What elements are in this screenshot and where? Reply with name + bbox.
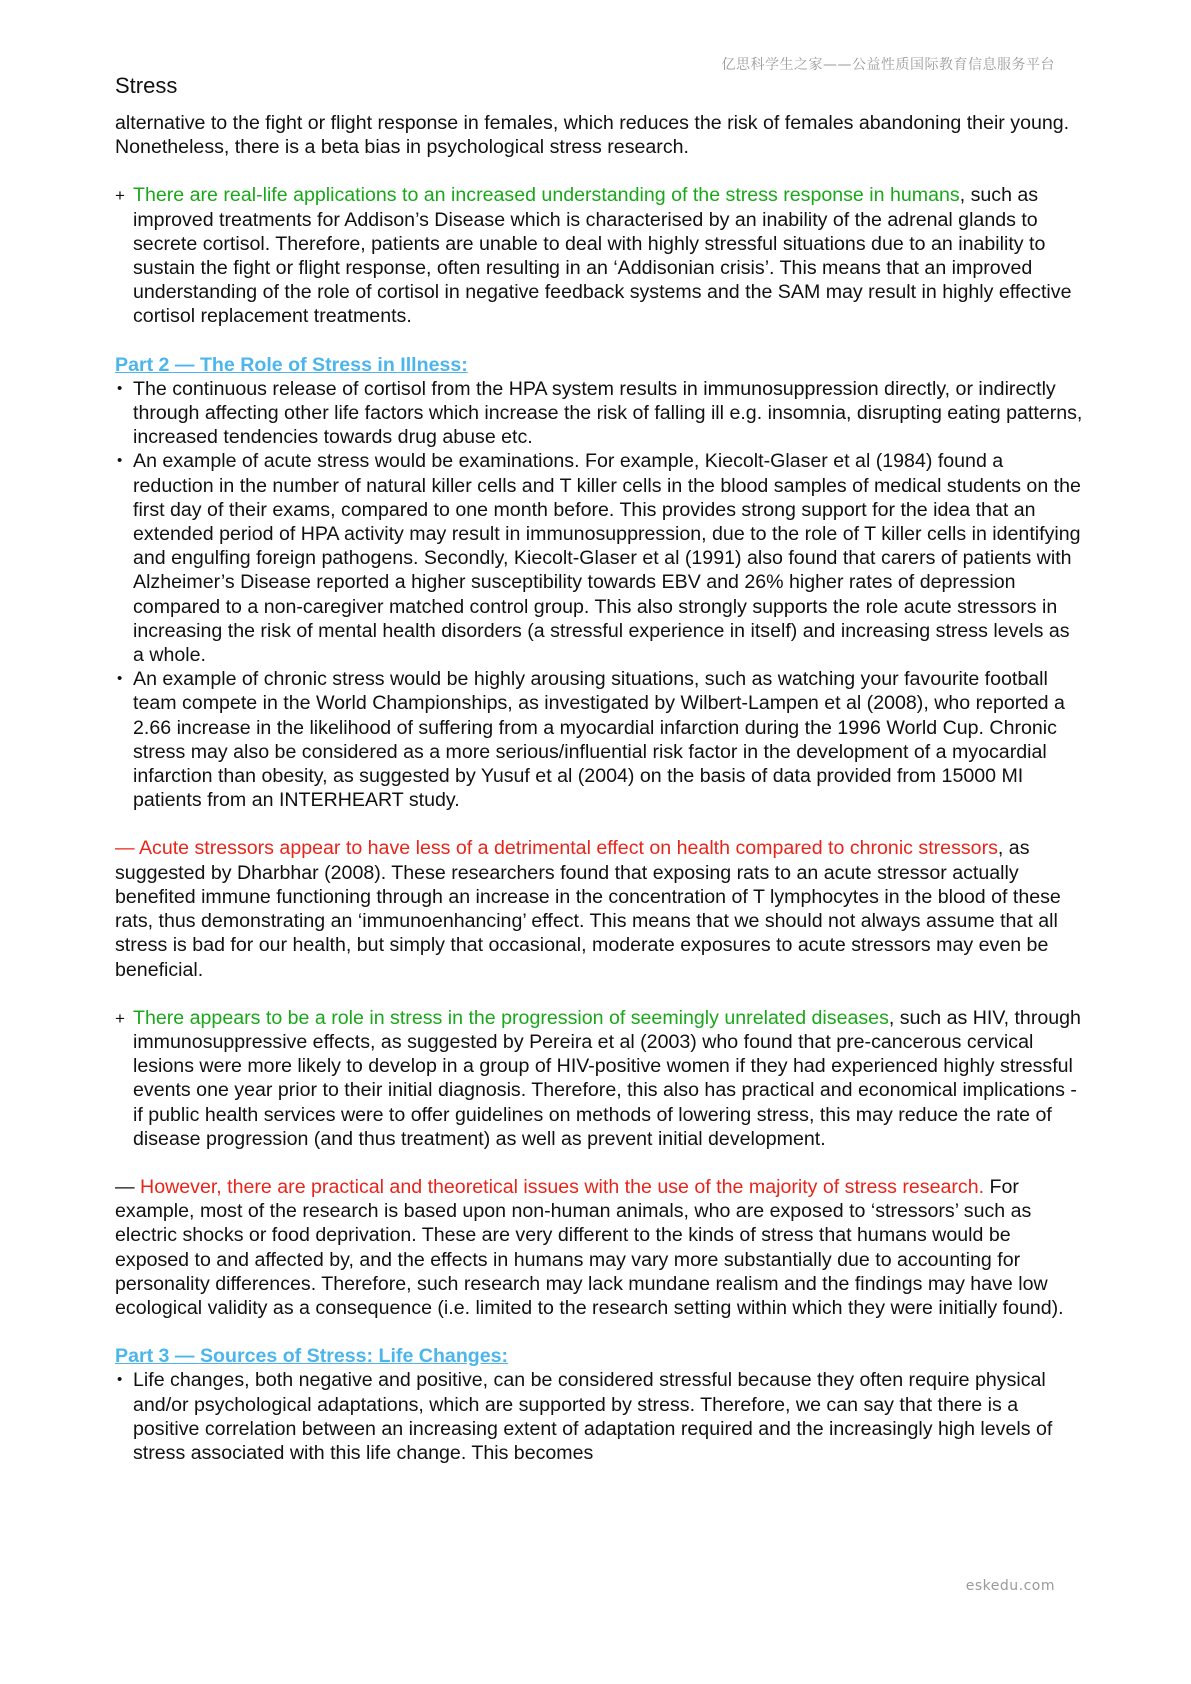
minus-point-2-highlight: However, there are practical and theoretical issues with the use of the majority of stress research.: [140, 1175, 985, 1198]
bullet-icon: •: [117, 379, 123, 397]
plus-point-1-text: , such as improved treatments for Addison’s Disease which is characterised by an inability of the adrenal glands to secrete cortisol. Therefore, patients are unable to deal with highly stressful situations due to an inability to sustain the fight or flight response, often resulting in an ‘Addisonian crisis’. This means that an improved understanding of the role of cortisol in negative feedback systems and the SAM may result in highly effective cortisol replacement treatments.: [133, 184, 1072, 328]
minus-point-1-text: , as suggested by Dharbhar (2008). These researchers found that exposing rats to an acute stressor actually benefited immune functioning through an increase in the concentration of T lymphocytes in the blood of these rats, thus demonstrating an ‘immunoenhancing’ effect. This means that we should not always assume that all stress is bad for our health, but simply that occasional, moderate exposures to acute stressors may even be beneficial.: [115, 837, 1061, 981]
list-item: [115, 377, 1085, 450]
bullet-icon: •: [117, 1371, 123, 1389]
plus-mark: +: [115, 1008, 125, 1028]
page-header: Stress: [115, 73, 178, 98]
section-2-title: Part 2 — The Role of Stress in Illness:: [115, 353, 468, 376]
plus-point-2-highlight: There appears to be a role in stress in the progression of seemingly unrelated diseases: [133, 1006, 889, 1029]
plus-point-2-text: , such as HIV, through immunosuppressive effects, as suggested by Pereira et al (2003) who found that pre-cancerous cervical lesions were more likely to develop in a group of HIV-positive women if they had experienced highly stressful events one year prior to their initial diagnosis. Therefore, this also has practical and economical implications - if public health services were to offer guidelines on methods of lowering stress, this may reduce the rate of disease progression (and thus treatment) as well as prevent initial development.: [133, 1006, 1081, 1150]
minus-point-1: [115, 836, 1085, 981]
plus-point-2: [115, 1006, 1085, 1151]
bullet-icon: •: [117, 452, 123, 470]
list-item-text: The continuous release of cortisol from the HPA system results in immunosuppression directly, or indirectly through affecting other life factors which increase the risk of falling ill e.g. insomnia, disrupting eating patterns, increased tendencies towards drug abuse etc.: [133, 377, 1083, 449]
intro-paragraph: alternative to the fight or flight response in females, which reduces the risk of females abandoning their young. Nonetheless, there is a beta bias in psychological stress research.: [115, 112, 1070, 159]
plus-mark: +: [115, 186, 125, 206]
list-item: [115, 667, 1085, 812]
plus-point-1: [115, 183, 1085, 328]
list-item: [115, 449, 1085, 667]
section-3-bullets: [115, 1368, 1085, 1465]
document-body: [115, 111, 1085, 1489]
section-3-title: Part 3 — Sources of Stress: Life Changes:: [115, 1345, 509, 1368]
dash-mark: —: [115, 1175, 141, 1198]
minus-point-1-highlight: — Acute stressors appear to have less of a detrimental effect on health compared to chronic stressors: [115, 837, 998, 860]
list-item-text: Life changes, both negative and positive, can be considered stressful because they often require physical and/or psychological adaptations, which are supported by stress. Therefore, we can say that there is a positive correlation between an increasing extent of adaptation required and the increasingly high levels of stress associated with this life change. This becomes: [133, 1369, 1053, 1464]
bullet-icon: •: [117, 670, 123, 688]
watermark-bottom: eskedu.com: [965, 1578, 1055, 1594]
section-2-bullets: [115, 377, 1085, 813]
plus-point-1-highlight: There are real-life applications to an increased understanding of the stress response in humans: [133, 184, 960, 207]
watermark-top: 亿思科学生之家——公益性质国际教育信息服务平台: [721, 57, 1055, 73]
minus-point-2: [115, 1175, 1085, 1320]
list-item-text: An example of chronic stress would be highly arousing situations, such as watching your favourite football team compete in the World Championships, as investigated by Wilbert-Lampen et al (2008), who reported a 2.66 increase in the likelihood of suffering from a myocardial infarction during the 1996 World Cup. Chronic stress may also be considered as a more serious/influential risk factor in the development of a myocardial infarction than obesity, as suggested by Yusuf et al (2004) on the basis of data provided from 15000 MI patients from an INTERHEART study.: [133, 668, 1065, 812]
list-item: [115, 1368, 1085, 1465]
list-item-text: An example of acute stress would be examinations. For example, Kiecolt-Glaser et al (1984) found a reduction in the number of natural killer cells and T killer cells in the blood samples of medical students on the first day of their exams, compared to one month before. This provides strong support for the idea that an extended period of HPA activity may result in immunosuppression, due to the role of T killer cells in identifying and engulfing foreign pathogens. Secondly, Kiecolt-Glaser et al (1991) also found that carers of patients with Alzheimer’s Disease reported a higher susceptibility towards EBV and 26% higher rates of depression compared to a non-caregiver matched control group. This also strongly supports the role acute stressors in increasing the risk of mental health disorders (a stressful experience in itself) and increasing stress levels as a whole.: [133, 450, 1081, 667]
minus-point-2-text: For example, most of the research is based upon non-human animals, who are exposed to ‘stressors’ such as electric shocks or food deprivation. These are very different to the kinds of stress that humans would be exposed to and affected by, and the effects in humans may vary more substantially due to accounting for personality differences. Therefore, such research may lack mundane realism and the findings may have low ecological validity as a consequence (i.e. limited to the research setting within which they were initially found).: [115, 1175, 1064, 1319]
